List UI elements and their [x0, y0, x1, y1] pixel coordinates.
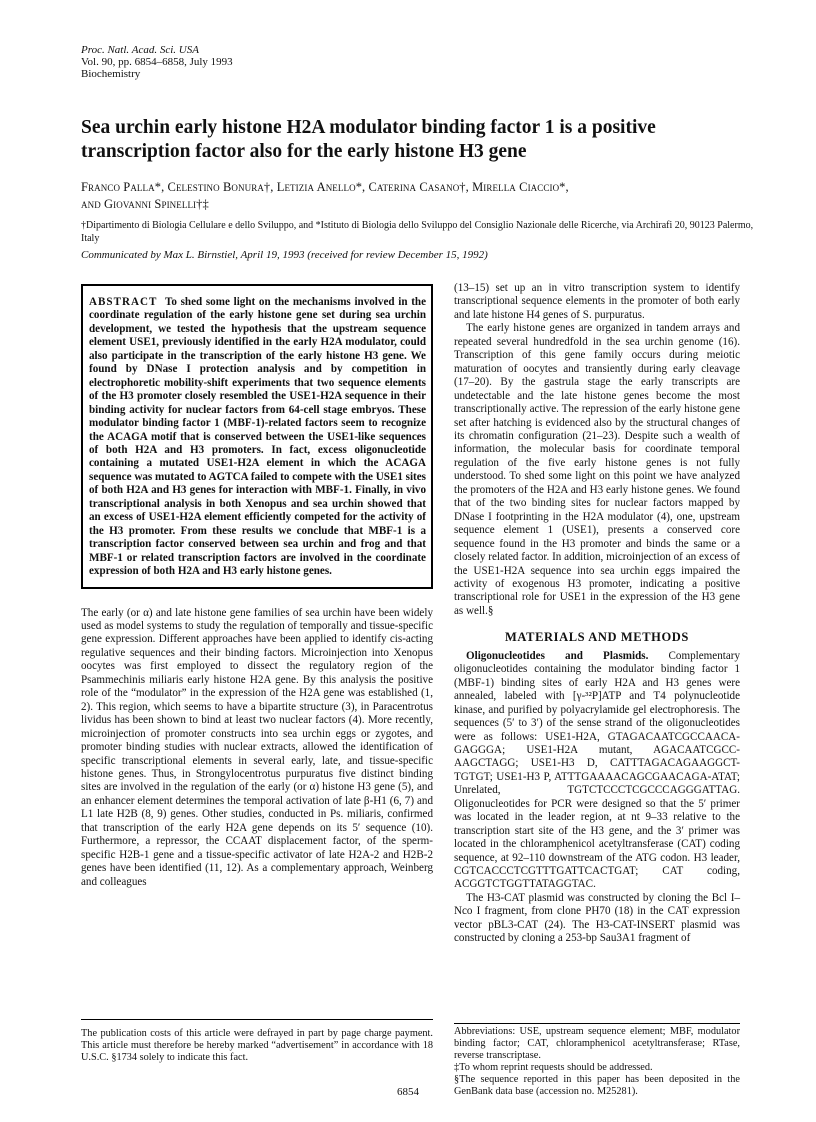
methods-heading: MATERIALS AND METHODS [505, 630, 689, 645]
abstract-heading: ABSTRACT [89, 296, 158, 308]
introduction-right [454, 282, 740, 618]
author-list [81, 179, 741, 213]
affiliation: †Dipartimento di Biologia Cellulare e dello Sviluppo, and *Istituto di Biologia dello Sviluppo del Consiglio Nazionale delle Ricerche, via Archirafi 20, 90123 Palermo, Italy [81, 220, 754, 244]
footnote-divider-left [81, 1019, 433, 1020]
intro-paragraph-2: The early histone genes are organized in tandem arrays and repeated several hundredfold in the sea urchin genome (16). Transcription of this gene family occurs during meiotic maturation of oocytes and transiently during early cleavage (17–20). By the gastrula stage the early transcripts are undetectable and the late histone genes become the most transcriptionally active. The repression of the early histone gene set after hatching is evidenced also by the structural changes of its chromatin configuration (21–23). Despite such a wealth of information, the molecular basis for coordinate temporal regulation of the five early histone genes is not fully understood. To shed some light on this point we have analyzed the promoters of the H2A and H3 early histone genes. We found that of the two binding sites for nuclear factors mapped by DNase I footprinting in the H2A modulator (4), one, upstream sequence element 1 (USE1), presents a conserved core sequence found in the H3 promoter and binds the same or a closely related factor. In addition, microinjection of an excess of the USE1-H2A sequence into sea urchin eggs impaired the activity of exogenous H3 promoter, indicating a positive transcriptional role for USE1 in the expression of the H3 gene as well.§ [454, 322, 740, 617]
volume-info: Vol. 90, pp. 6854–6858, July 1993 [81, 56, 233, 68]
authors-line-1: Franco Palla*, Celestino Bonura†, Letizia Anello*, Caterina Casano†, Mirella Ciaccio*, [81, 180, 569, 194]
abstract-box [81, 284, 433, 589]
abbreviations-note: Abbreviations: USE, upstream sequence element; MBF, modulator binding factor; CAT, chloramphenicol acetyltransferase; RTase, reverse transcriptase. [454, 1026, 740, 1061]
genbank-note: §The sequence reported in this paper has been deposited in the GenBank data base (accession no. M25281). [454, 1074, 740, 1097]
intro-continuation: (13–15) set up an in vitro transcription system to identify transcriptional sequence elements in the promoter of both early and late histone H4 genes of S. purpuratus. [454, 282, 740, 321]
authors-line-2: and Giovanni Spinelli†‡ [81, 197, 209, 211]
publication-cost-note: The publication costs of this article were defrayed in part by page charge payment. This article must therefore be hereby marked “advertisement” in accordance with 18 U.S.C. §1734 solely to indicate this fact. [81, 1028, 433, 1063]
article-title: Sea urchin early histone H2A modulator binding factor 1 is a positive transcription factor also for the early histone H3 gene [81, 117, 656, 162]
journal-name: Proc. Natl. Acad. Sci. USA [81, 44, 199, 56]
methods-subheading: Oligonucleotides and Plasmids. [466, 649, 649, 662]
abstract-text: To shed some light on the mechanisms involved in the coordinate regulation of the early histone gene set during sea urchin development, we tested the hypothesis that the upstream sequence element USE1, previously identified in the early H2A modulator, could also participate in the transcription of the early histone H3 gene. We found by DNase I protection analysis and by competition in electrophoretic mobility-shift experiments that two sequence elements of the H3 promoter closely resembled the USE1-H2A sequence in their binding activity for nuclear factors from 64-cell stage embryos. These modulator binding factor 1 (MBF-1)-related factors seem to recognize the ACAGA motif that is conserved between the USE1-like sequences of both H2A and H3 promoters. In fact, excess oligonucleotide containing a mutated USE1-H2A element in which the ACAGA sequence was mutated to AGTCA failed to compete with the USE1 sites of both H2A and H3 genes for interaction with MBF-1. Finally, in vivo transcriptional analysis in both Xenopus and sea urchin showed that an excess of USE1-H2A element efficiently competed for the activity of the H3 promoter. From these results we conclude that MBF-1 is a transcription factor conserved between sea urchin and frog and that MBF-1 or related transcription factors are involved in the coordinate expression of both H2A and H3 early histone genes. [89, 296, 426, 578]
methods-paragraph-1 [454, 650, 740, 892]
methods-paragraph-1-text: Complementary oligonucleotides containing the modulator binding factor 1 (MBF-1) binding sites of early H2A and H3 genes were annealed, labeled with [γ-³²P]ATP and T4 polynucleotide kinase, and purified by polyacrylamide gel electrophoresis. The sequences (5′ to 3′) of the sense strand of the oligonucleotides were as follows: USE1-H2A, GTAGACAATCGCCAACA-GAGGGA; USE1-H2A mutant, AGACAATCGCC-AAGCTAGG; USE1-H3 D, CATTTAGACAGAAGGCT-TGTGT; USE1-H3 P, ATTTGAAAACAGCGAACAGA-ATAT; Unrelated, TGTCTCCCTCGCCCAGGGATTAG. Oligonucleotides for PCR were designed so that the 5′ primer was located in the leader region, at nt 9–33 relative to the transcription start site of the H3 gene, and the 3′ primer was located in the chloramphenicol acetyltransferase (CAT) coding sequence, at 92–110 downstream of the ATG codon. H3 leader, CGTCACCCTCGTTTGATTCACTGAT; CAT coding, ACGGTCTGGTTATAGGTAC. [454, 649, 740, 891]
reprint-note: ‡To whom reprint requests should be addressed. [454, 1062, 653, 1073]
right-column [454, 262, 740, 946]
methods-paragraph-2: The H3-CAT plasmid was constructed by cloning the Bcl I–Nco I fragment, from clone PH70 (18) in the CAT expression vector pBL3-CAT (24). The H3-CAT-INSERT plasmid was constructed by cloning a 253-bp Sau3A1 fragment of [454, 891, 740, 945]
masthead [81, 44, 233, 80]
intro-paragraph: The early (or α) and late histone gene families of sea urchin have been widely used as model systems to study the regulation of temporally and tissue-specific gene expression. Different approaches have been applied to identify cis-acting regulative sequences and their binding factors. Microinjection into Xenopus oocytes was first employed to dissect the regulatory region of the Psammechinis miliaris early histone H2A gene. By this analysis the positive role of the “modulator” in the expression of the H2A gene was established (1, 2). This region, which seems to have a bipartite structure (3), in Paracentrotus lividus has been shown to bind at least two nuclear factors (4). More recently, microinjection of promoter constructs into sea urchin eggs or zygotes, and promoter binding studies with nuclear extracts, allowed the identification of specific transcriptional elements in several early, late, and tissue-specific histone genes. Thus, in Strongylocentrotus purpuratus five distinct binding sites are involved in the regulation of the early (or α) histone H3 gene (5), and an enhancer element determines the temporal activation of late β-H1 (6, 7) and L1 late H2B (8, 9) genes. Other studies, conducted in Ps. miliaris, confirmed that transcription of the early H2A gene depends on its 5′ sequence (10). Furthermore, a repressor, the CCAAT displacement factor, of the sperm-specific H2B-1 gene and a tissue-specific activator of late H2A-2 and H2B-2 genes have been identified (11, 12). As a complementary approach, Weinberg and colleagues [81, 606, 433, 888]
left-column [81, 262, 433, 889]
page-number: 6854 [397, 1086, 419, 1098]
communicated-by: Communicated by Max L. Birnstiel, April 19, 1993 (received for review December 15, 1992) [81, 249, 488, 261]
footnote-divider-right [454, 1023, 740, 1024]
introduction-left [81, 607, 433, 890]
section-name: Biochemistry [81, 68, 141, 80]
